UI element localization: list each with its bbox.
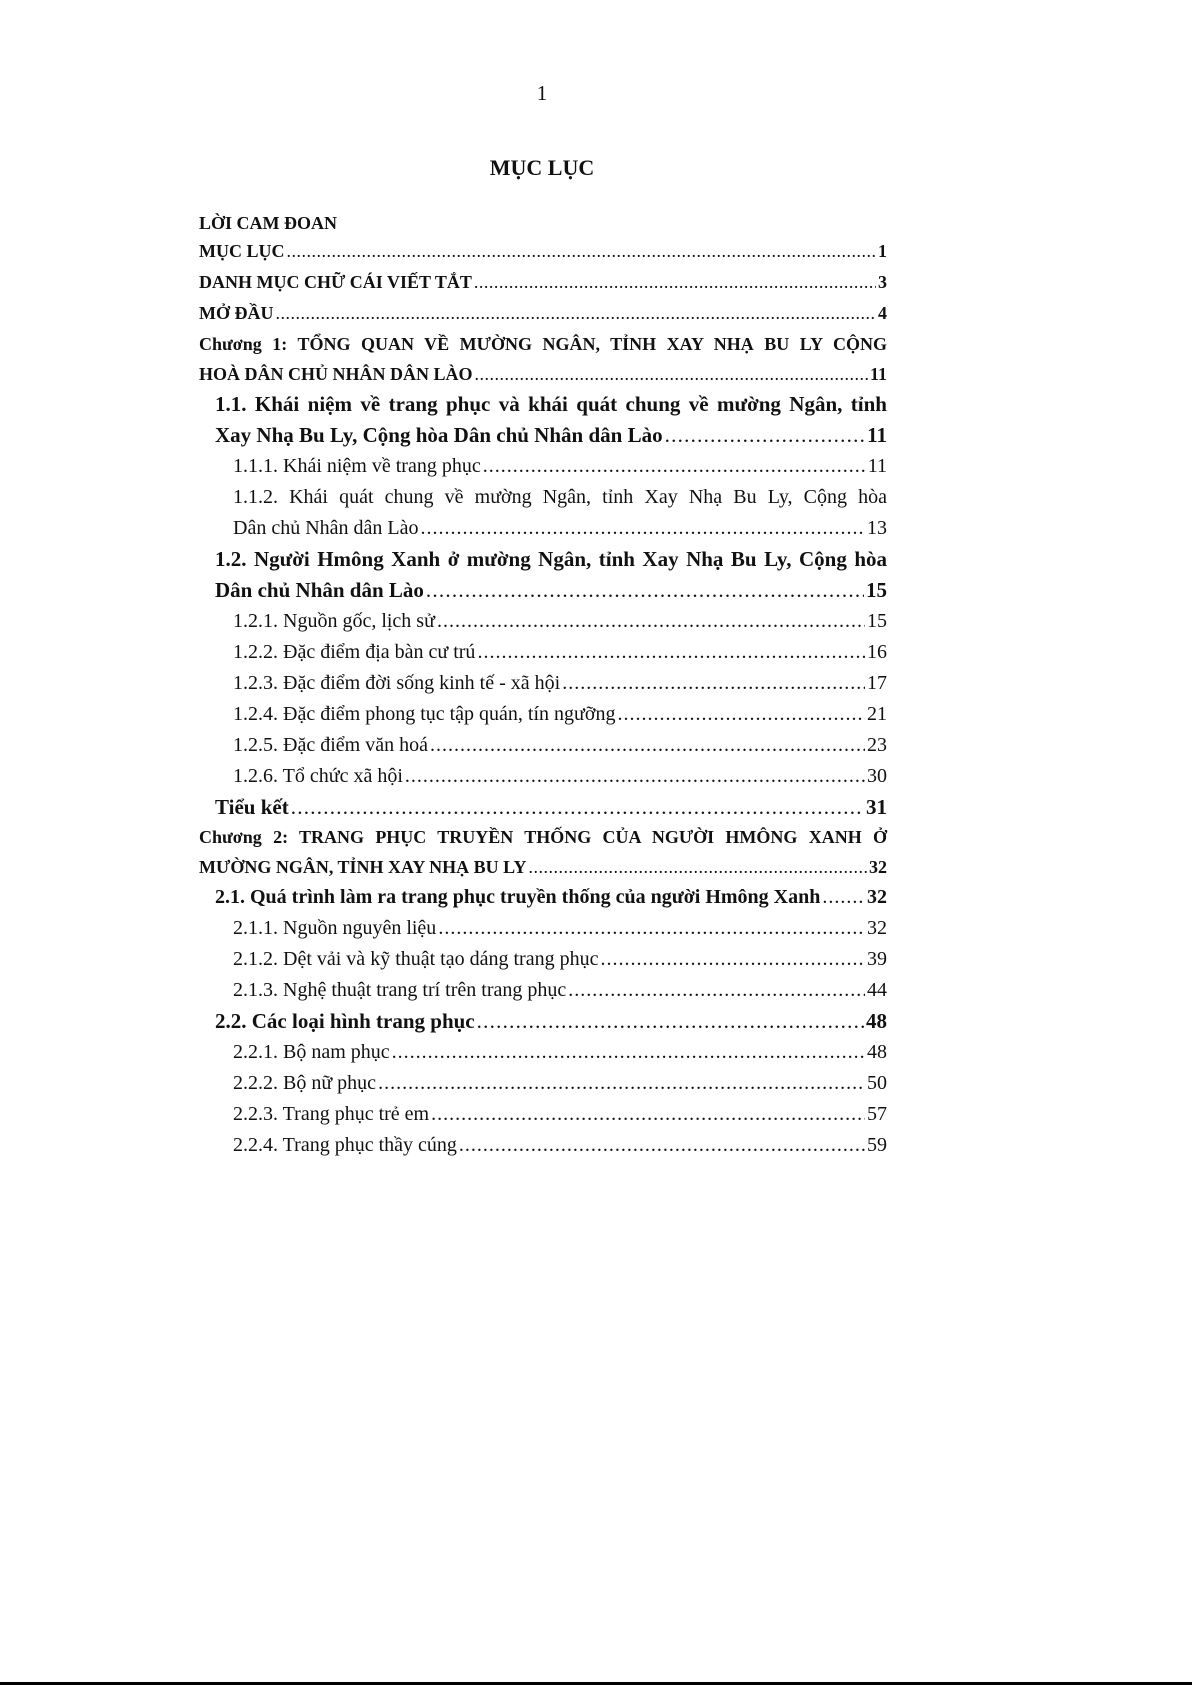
toc-entry-label: 1.1.1. Khái niệm về trang phục [233, 455, 481, 477]
toc-entry-label-line1: 1.2. Người Hmông Xanh ở mường Ngân, tỉnh Xay Nhạ Bu Ly, Cộng hòa [215, 547, 887, 571]
toc-entry-subsection-1-2-2[interactable] [199, 637, 887, 668]
dot-leader [600, 944, 865, 975]
toc-entry-label: 2.2.2. Bộ nữ phục [233, 1072, 377, 1094]
dot-leader [430, 730, 865, 761]
toc-page-number: 44 [867, 979, 887, 1001]
toc-entry-chapter-1[interactable] [199, 329, 887, 389]
toc-entry-subsection-1-1-2[interactable] [199, 482, 887, 544]
dot-leader [475, 359, 868, 389]
dot-leader [474, 267, 876, 298]
toc-entry-label: 1.2.6. Tổ chức xã hội [233, 765, 403, 787]
toc-entry-label-line2: MƯỜNG NGÂN, TỈNH XAY NHẠ BU LY [199, 857, 527, 877]
toc-entry-label-line1: Chương 2: TRANG PHỤC TRUYỀN THỐNG CỦA NGƯỜI HMÔNG XANH Ở [199, 827, 887, 847]
dot-leader [822, 882, 865, 913]
toc-entry-label: 1.2.3. Đặc điểm đời sống kinh tế - xã hội [233, 672, 561, 694]
toc-entry-subsection-1-2-1[interactable] [199, 606, 887, 637]
toc-page-number: 15 [867, 610, 887, 632]
toc-page-number: 1 [878, 241, 887, 261]
dot-leader [438, 913, 865, 944]
toc-page-number: 3 [878, 272, 887, 292]
toc-entry-label: 2.1.2. Dệt vải và kỹ thuật tạo dáng trang phục [233, 948, 599, 970]
toc-entry-subsection-1-2-4[interactable] [199, 699, 887, 730]
dot-leader [529, 852, 867, 882]
toc-page-number: 32 [869, 857, 887, 877]
toc-entry-label: MỞ ĐẦU [199, 303, 274, 323]
toc-entry-section-2-1[interactable] [199, 882, 887, 913]
dot-leader [421, 513, 866, 544]
page-title: MỤC LỤC [489, 155, 595, 180]
toc-entry-subsection-1-2-3[interactable] [199, 668, 887, 699]
toc-page-number: 13 [867, 517, 887, 539]
toc-entry-tieu-ket[interactable] [199, 792, 887, 822]
toc-entry-label: LỜI CAM ĐOAN [199, 213, 337, 233]
toc-entry-subsection-2-1-1[interactable] [199, 913, 887, 944]
toc-page-number: 48 [866, 1009, 887, 1033]
toc-entry-label: MỤC LỤC [199, 241, 285, 261]
dot-leader [431, 1099, 865, 1130]
dot-leader [562, 668, 865, 699]
toc-page-number: 32 [867, 917, 887, 939]
toc-entry-subsection-2-2-3[interactable] [199, 1099, 887, 1130]
toc-entry-label-line2: HOÀ DÂN CHỦ NHÂN DÂN LÀO [199, 364, 473, 384]
page-number: 1 [536, 81, 548, 105]
toc-entry-mo-dau[interactable] [199, 298, 887, 329]
toc-entry-section-1-2[interactable] [199, 544, 887, 606]
toc-entry-label: Tiểu kết [215, 795, 289, 819]
dot-leader [437, 606, 865, 637]
toc-page-number: 11 [869, 364, 887, 384]
toc-page-number: 57 [867, 1103, 887, 1125]
toc-entry-label: 2.2.3. Trang phục trẻ em [233, 1103, 430, 1125]
toc-page-number: 39 [867, 948, 887, 970]
toc-page-number: 11 [867, 423, 887, 447]
toc-entry-subsection-2-2-4[interactable] [199, 1130, 887, 1161]
dot-leader [405, 761, 865, 792]
toc-entry-loi-cam-doan[interactable] [199, 210, 887, 236]
dot-leader [665, 420, 866, 451]
table-of-contents [199, 210, 887, 1161]
toc-entry-subsection-2-2-1[interactable] [199, 1037, 887, 1068]
toc-page-number: 50 [867, 1072, 887, 1094]
toc-entry-label: 2.2. Các loại hình trang phục [215, 1009, 475, 1033]
toc-entry-label-line1: 1.1.2. Khái quát chung về mường Ngân, tỉnh Xay Nhạ Bu Ly, Cộng hòa [233, 486, 887, 508]
toc-entry-label: 1.2.1. Nguồn gốc, lịch sử [233, 610, 435, 632]
toc-entry-label-line1: Chương 1: TỔNG QUAN VỀ MƯỜNG NGÂN, TỈNH XAY NHẠ BU LY CỘNG [199, 334, 887, 354]
dot-leader [477, 1006, 864, 1037]
dot-leader [459, 1130, 865, 1161]
toc-page-number: 48 [867, 1041, 887, 1063]
dot-leader [477, 637, 865, 668]
toc-page-number: 21 [867, 703, 887, 725]
toc-entry-label: 2.2.1. Bộ nam phục [233, 1041, 390, 1063]
toc-entry-label: 2.1.3. Nghệ thuật trang trí trên trang phục [233, 979, 567, 1001]
toc-entry-label-line2: Xay Nhạ Bu Ly, Cộng hòa Dân chủ Nhân dân Lào [215, 423, 663, 447]
toc-entry-subsection-1-2-5[interactable] [199, 730, 887, 761]
toc-entry-muc-luc[interactable] [199, 236, 887, 267]
dot-leader [617, 699, 865, 730]
toc-entry-subsection-1-1-1[interactable] [199, 451, 887, 482]
toc-entry-subsection-2-1-2[interactable] [199, 944, 887, 975]
toc-page-number: 31 [866, 795, 887, 819]
toc-page-number: 23 [867, 734, 887, 756]
toc-page-number: 16 [867, 641, 887, 663]
dot-leader [483, 451, 866, 482]
toc-entry-label-line2: Dân chủ Nhân dân Lào [233, 517, 419, 539]
toc-entry-section-1-1[interactable] [199, 389, 887, 451]
dot-leader [392, 1037, 865, 1068]
toc-page-number: 17 [867, 672, 887, 694]
toc-entry-subsection-2-2-2[interactable] [199, 1068, 887, 1099]
toc-page-number: 32 [867, 886, 887, 908]
toc-entry-section-2-2[interactable] [199, 1006, 887, 1037]
toc-entry-label: 2.2.4. Trang phục thầy cúng [233, 1134, 457, 1156]
dot-leader [378, 1068, 865, 1099]
toc-entry-subsection-1-2-6[interactable] [199, 761, 887, 792]
dot-leader [568, 975, 865, 1006]
toc-entry-label: 1.2.5. Đặc điểm văn hoá [233, 734, 428, 756]
toc-entry-label: 2.1. Quá trình làm ra trang phục truyền thống của người Hmông Xanh [215, 886, 821, 908]
dot-leader [276, 298, 877, 329]
toc-entry-danh-muc[interactable] [199, 267, 887, 298]
dot-leader [287, 236, 877, 267]
toc-entry-label: 1.2.2. Đặc điểm địa bàn cư trú [233, 641, 476, 663]
toc-entry-label-line2: Dân chủ Nhân dân Lào [215, 578, 424, 602]
toc-entry-label: 2.1.1. Nguồn nguyên liệu [233, 917, 437, 939]
toc-entry-label-line1: 1.1. Khái niệm về trang phục và khái quát chung về mường Ngân, tỉnh [215, 392, 887, 416]
toc-entry-chapter-2[interactable] [199, 822, 887, 882]
toc-page-number: 30 [867, 765, 887, 787]
toc-entry-subsection-2-1-3[interactable] [199, 975, 887, 1006]
toc-entry-label: 1.2.4. Đặc điểm phong tục tập quán, tín ngưỡng [233, 703, 616, 725]
toc-page-number: 59 [867, 1134, 887, 1156]
toc-page-number: 11 [867, 455, 887, 477]
toc-page-number: 15 [866, 578, 887, 602]
toc-entry-label: DANH MỤC CHỮ CÁI VIẾT TẮT [199, 272, 472, 292]
dot-leader [426, 575, 864, 606]
toc-page-number: 4 [878, 303, 887, 323]
dot-leader [291, 792, 864, 822]
